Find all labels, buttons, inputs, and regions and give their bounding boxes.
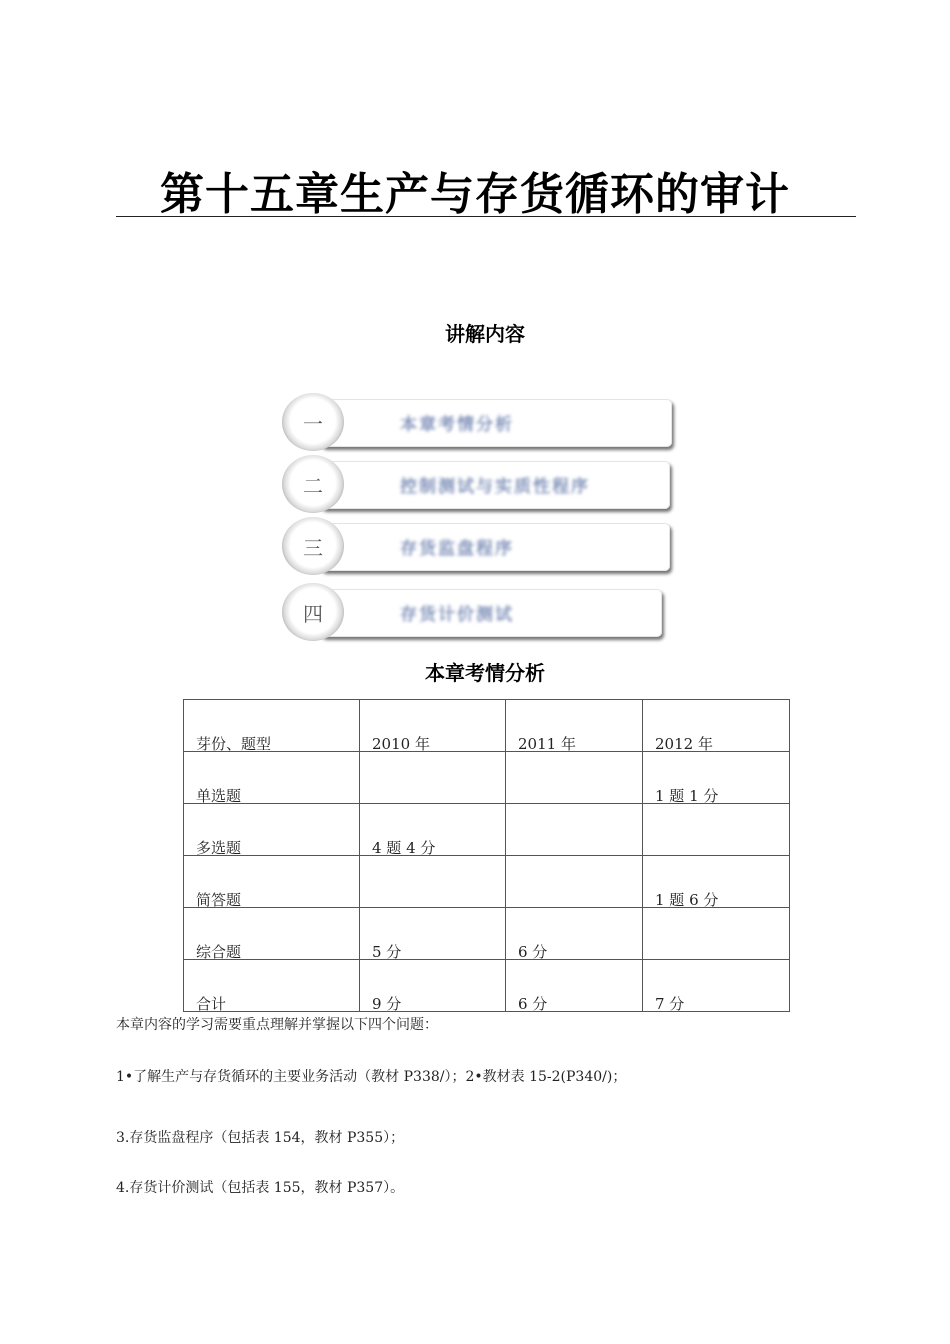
table-cell: 6 分 — [506, 908, 643, 960]
table-cell: 综合题 — [184, 908, 360, 960]
outline-label-2: 控制测试与实质性程序 — [400, 477, 590, 497]
table-cell: 多选题 — [184, 804, 360, 856]
table-cell — [643, 908, 790, 960]
table-cell — [360, 752, 506, 804]
table-row — [184, 856, 790, 908]
table-cell — [506, 856, 643, 908]
table-header-cell: 2012 年 — [643, 700, 790, 752]
outline-number-3: 三 — [282, 517, 344, 575]
outline-number-2: 二 — [282, 455, 344, 513]
table-cell: 1 题 6 分 — [643, 856, 790, 908]
intro-paragraph: 本章内容的学习需要重点理解并掌握以下四个问题： — [116, 1017, 438, 1033]
outline-graphic — [280, 393, 680, 648]
content-heading: 讲解内容 — [445, 322, 525, 346]
table-header-cell: 芽份、题型 — [184, 700, 360, 752]
outline-label-4: 存货计价测试 — [400, 605, 514, 625]
outline-item-1 — [280, 393, 674, 453]
table-cell: 4 题 4 分 — [360, 804, 506, 856]
outline-item-4 — [280, 583, 674, 643]
table-cell — [360, 856, 506, 908]
table-row — [184, 908, 790, 960]
table-cell: 7 分 — [643, 960, 790, 1012]
table-cell — [506, 804, 643, 856]
outline-item-2 — [280, 455, 674, 515]
table-cell: 1 题 1 分 — [643, 752, 790, 804]
exam-analysis-table — [183, 699, 790, 1012]
table-cell: 合计 — [184, 960, 360, 1012]
table-row — [184, 804, 790, 856]
outline-number-1: 一 — [282, 393, 344, 451]
title-underline — [116, 216, 856, 217]
table-header-cell: 2010 年 — [360, 700, 506, 752]
outline-label-3: 存货监盘程序 — [400, 539, 514, 559]
outline-label-1: 本章考情分析 — [400, 415, 514, 435]
table-row — [184, 960, 790, 1012]
outline-item-3 — [280, 517, 674, 577]
table-header-row — [184, 700, 790, 752]
table-cell: 简答题 — [184, 856, 360, 908]
table-cell: 5 分 — [360, 908, 506, 960]
point-1-2: 1•了解生产与存货循环的主要业务活动（教材 P338/）；2•教材表 15-2(P340/)； — [116, 1069, 627, 1085]
table-row — [184, 752, 790, 804]
table-cell: 9 分 — [360, 960, 506, 1012]
point-4: 4.存货计价测试（包括表 155，教材 P357）。 — [116, 1180, 405, 1196]
page-title: 第十五章生产与存货循环的审计 — [160, 169, 790, 220]
outline-number-4: 四 — [282, 583, 344, 641]
point-3: 3.存货监盘程序（包括表 154，教材 P355）； — [116, 1130, 405, 1146]
table-header-cell: 2011 年 — [506, 700, 643, 752]
table-cell: 6 分 — [506, 960, 643, 1012]
analysis-heading: 本章考情分析 — [425, 661, 545, 685]
table-cell — [643, 804, 790, 856]
table-cell — [506, 752, 643, 804]
table-cell: 单选题 — [184, 752, 360, 804]
